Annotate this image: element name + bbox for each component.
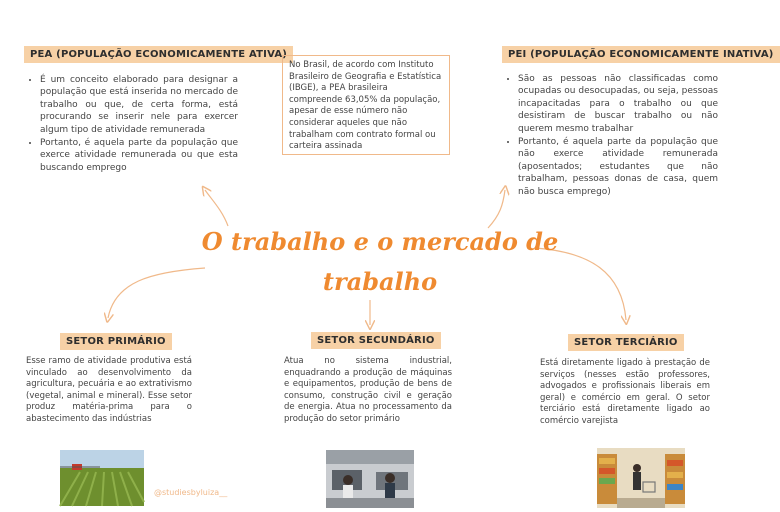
farm-field-photo <box>60 450 144 506</box>
pea-heading: PEA (POPULAÇÃO ECONOMICAMENTE ATIVA) <box>24 46 293 63</box>
pei-bullet-list <box>504 73 718 199</box>
arrow-to-pea <box>205 190 228 226</box>
pei-bullet: • Portanto, é aquela parte da população que não exerce atividade remunerada (aposentados; estudantes que não trabalham, pessoas donas de casa, quem não busca emprego) <box>518 136 718 198</box>
author-credit: @studiesbyluiza__ <box>154 488 228 497</box>
pei-heading: PEI (POPULAÇÃO ECONOMICAMENTE INATIVA) <box>502 46 780 63</box>
secundario-heading: SETOR SECUNDÁRIO <box>311 332 441 349</box>
terciario-text: Está diretamente ligado à prestação de serviços (nesses estão professores, advogados e profissionais liberais em geral) e comércio em geral. O setor terciário está diretamente ligado ao comércio varejista <box>540 358 710 426</box>
page-title: O trabalho e o mercado de trabalho <box>201 227 559 296</box>
pea-bullet: • É um conceito elaborado para designar a população que está inserida no mercado de trabalho ou que, de certa forma, está procurando se inserir nele para exercer algum tipo de atividade remunerada <box>40 74 238 136</box>
primario-heading: SETOR PRIMÁRIO <box>60 333 172 350</box>
supermarket-photo <box>597 448 685 508</box>
pea-bullet-list <box>26 74 238 175</box>
factory-workers-photo <box>326 450 414 508</box>
terciario-heading: SETOR TERCIÁRIO <box>568 334 684 351</box>
pei-bullet: • São as pessoas não classificadas como ocupadas ou desocupadas, ou seja, pessoas incapacitadas para o trabalho ou que desistiram de buscar trabalho ou não querem mesmo trabalhar <box>518 73 718 135</box>
ibge-info-box: No Brasil, de acordo com Instituto Brasileiro de Geografia e Estatística (IBGE), a PEA brasileira compreende 63,05% da população, apesar de esse número não considerar aqueles que não trabalham com contrato formal ou carteira assinada <box>282 55 450 155</box>
secundario-text: Atua no sistema industrial, enquadrando a produção de máquinas e equipamentos, produção de bens de consumo, construção civil e geração de energia. Atua no processamento da produção do setor primário <box>284 356 452 424</box>
primario-text: Esse ramo de atividade produtiva está vinculado ao desenvolvimento da agricultura, pecuária e ao extrativismo (vegetal, animal e mineral). Esse setor produz matéria-prima para o abastecimento das indústrias <box>26 356 192 424</box>
pea-bullet: • Portanto, é aquela parte da população que exerce atividade remunerada ou que esta buscando emprego <box>40 137 238 174</box>
